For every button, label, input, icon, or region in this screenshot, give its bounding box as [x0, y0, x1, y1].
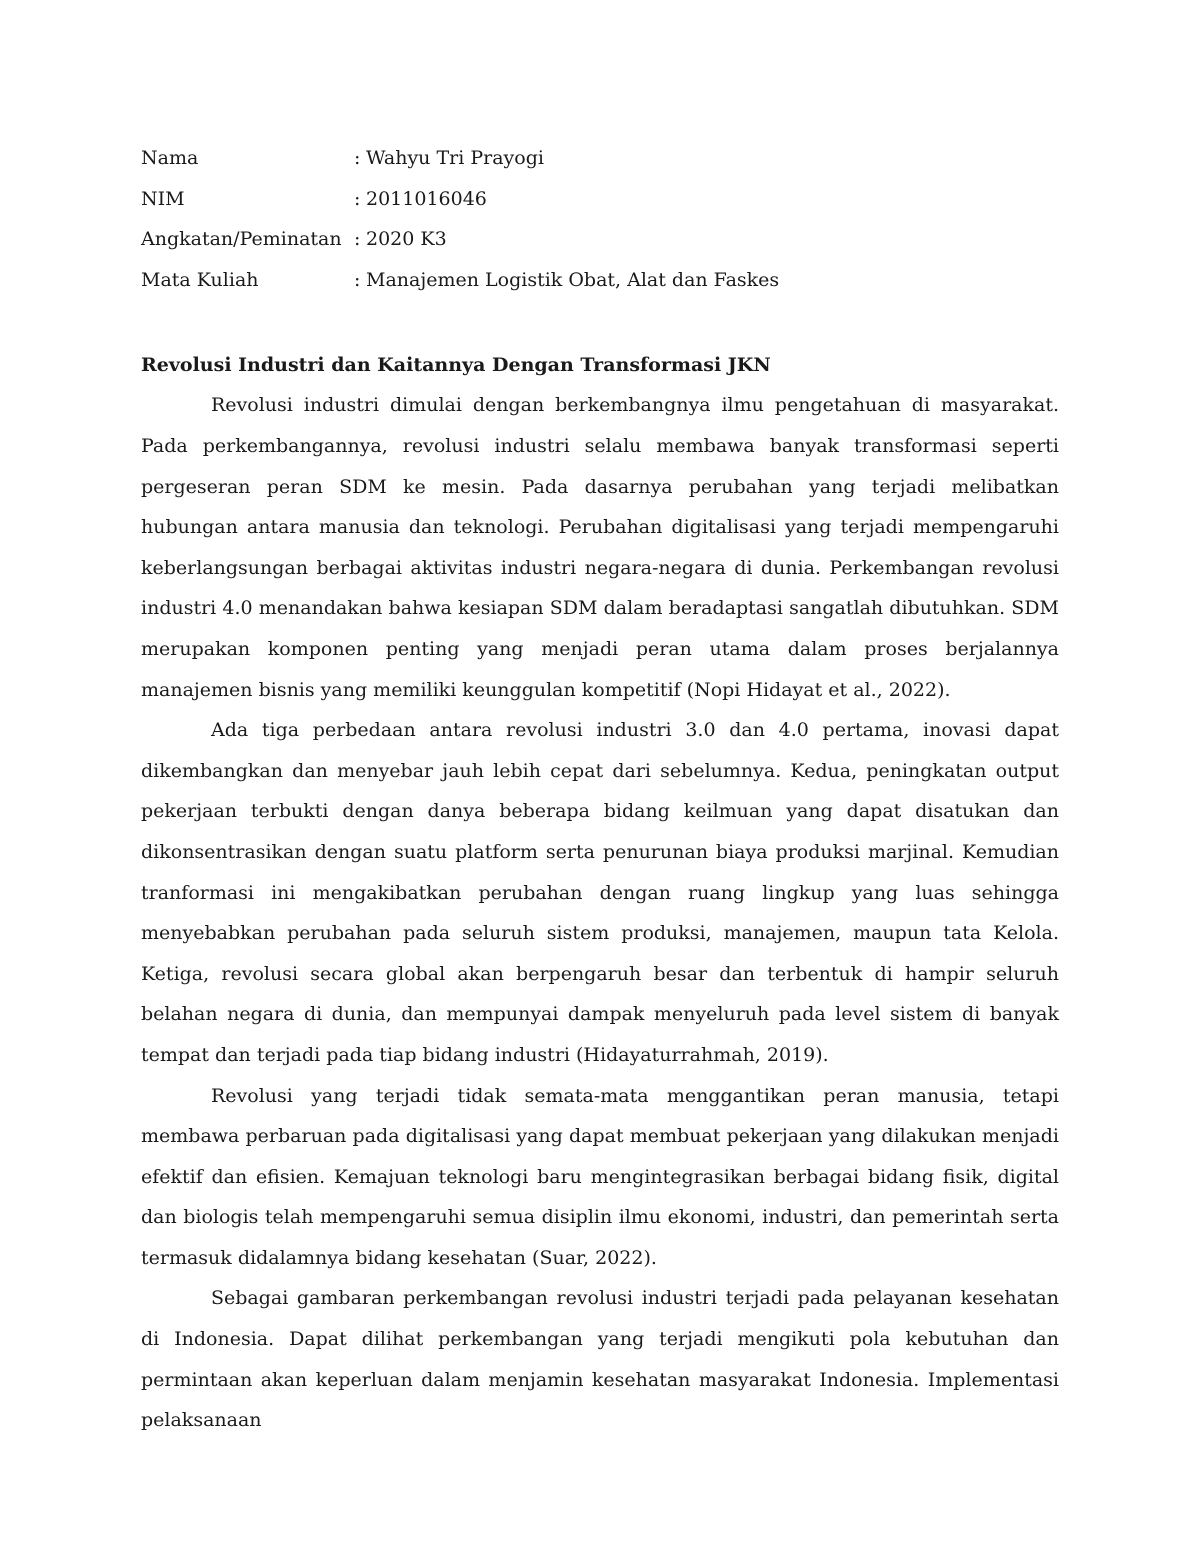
info-separator: : [354, 228, 361, 251]
info-label: Mata Kuliah [141, 269, 259, 292]
info-row-name [141, 138, 779, 179]
info-label: Angkatan/Peminatan [141, 228, 342, 251]
paragraph: Sebagai gambaran perkembangan revolusi industri terjadi pada pelayanan kesehatan di Indonesia. Dapat dilihat perkembangan yang terjadi mengikuti pola kebutuhan dan permintaan akan keperluan dalam menjamin kesehatan masyarakat Indonesia. Implementasi pelaksanaan [141, 1287, 1059, 1432]
paragraph: Revolusi industri dimulai dengan berkembangnya ilmu pengetahuan di masyarakat. Pada perkembangannya, revolusi industri selalu membawa banyak transformasi seperti pergeseran peran SDM ke mesin. Pada dasarnya perubahan yang terjadi melibatkan hubungan antara manusia dan teknologi. Perubahan digitalisasi yang terjadi mempengaruhi keberlangsungan berbagai aktivitas industri negara-negara di dunia. Perkembangan revolusi industri 4.0 menandakan bahwa kesiapan SDM dalam beradaptasi sangatlah dibutuhkan. SDM merupakan komponen penting yang menjadi peran utama dalam proses berjalannya manajemen bisnis yang memiliki keunggulan kompetitif (Nopi Hidayat et al., 2022). [141, 394, 1059, 701]
info-label: NIM [141, 187, 185, 210]
paragraph: Ada tiga perbedaan antara revolusi industri 3.0 dan 4.0 pertama, inovasi dapat dikembangkan dan menyebar jauh lebih cepat dari sebelumnya. Kedua, peningkatan output pekerjaan terbukti dengan danya beberapa bidang keilmuan yang dapat disatukan dan dikonsentrasikan dengan suatu platform serta penurunan biaya produksi marjinal. Kemudian tranformasi ini mengakibatkan perubahan dengan ruang lingkup yang luas sehingga menyebabkan perubahan pada seluruh sistem produksi, manajemen, maupun tata Kelola. Ketiga, revolusi secara global akan berpengaruh besar dan terbentuk di hampir seluruh belahan negara di dunia, dan mempunyai dampak menyeluruh pada level sistem di banyak tempat dan terjadi pada tiap bidang industri (Hidayaturrahmah, 2019). [141, 719, 1059, 1066]
info-separator: : [354, 147, 361, 169]
info-label: Nama [141, 147, 199, 169]
student-info-table [141, 138, 779, 301]
info-value: Manajemen Logistik Obat, Alat dan Faskes [366, 269, 780, 292]
paragraph: Revolusi yang terjadi tidak semata-mata menggantikan peran manusia, tetapi membawa perbaruan pada digitalisasi yang dapat membuat pekerjaan yang dilakukan menjadi efektif dan efisien. Kemajuan teknologi baru mengintegrasikan berbagai bidang fisik, digital dan biologis telah mempengaruhi semua disiplin ilmu ekonomi, industri, dan pemerintah serta termasuk didalamnya bidang kesehatan (Suar, 2022). [141, 1084, 1059, 1269]
info-row-cohort [141, 219, 779, 260]
document-page [141, 138, 1059, 1441]
info-separator: : [354, 269, 361, 292]
info-value: 2020 K3 [366, 228, 447, 251]
document-title: Revolusi Industri dan Kaitannya Dengan Transformasi JKN [141, 353, 771, 376]
info-row-course [141, 260, 779, 301]
info-value: Wahyu Tri Prayogi [366, 147, 544, 169]
document-body [141, 385, 1059, 1440]
info-value: 2011016046 [366, 187, 487, 210]
info-row-nim [141, 179, 779, 220]
info-separator: : [354, 187, 361, 210]
